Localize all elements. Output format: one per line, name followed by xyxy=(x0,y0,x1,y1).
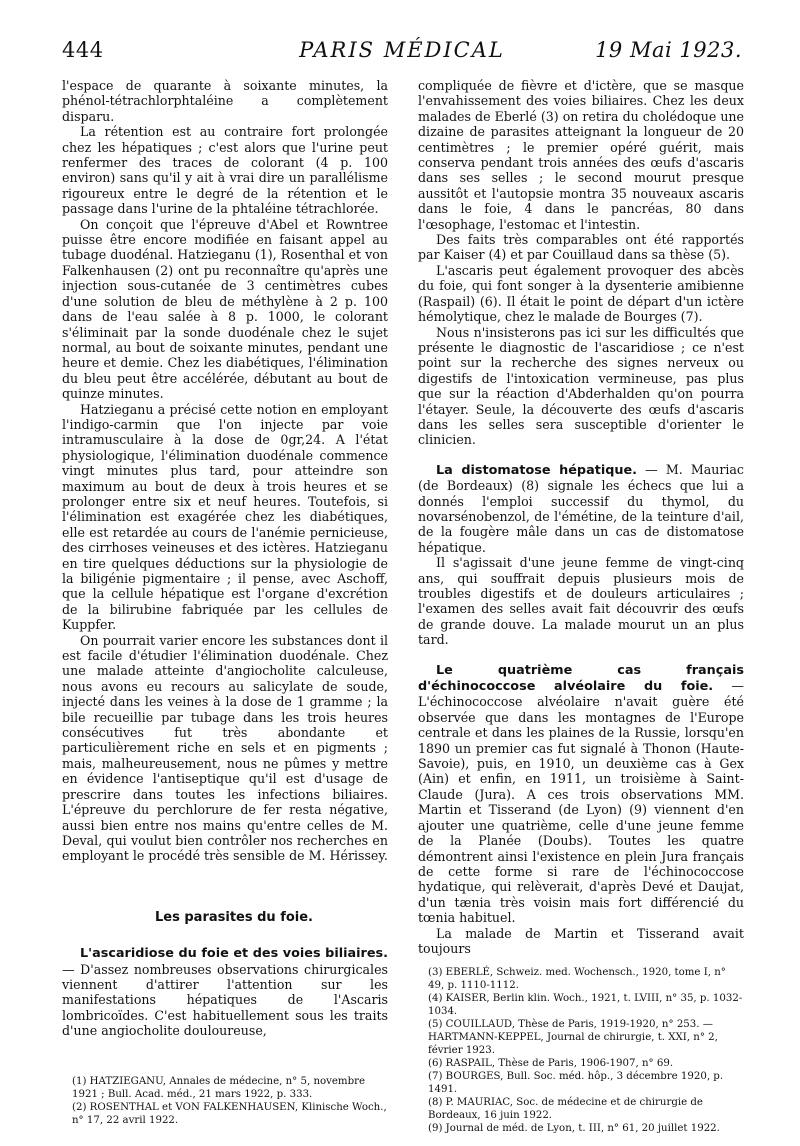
footnotes-left xyxy=(62,1075,388,1127)
footnote: (6) RASPAIL, Thèse de Paris, 1906-1907, n° 69. xyxy=(428,1058,674,1070)
paragraph: l'espace de quarante à soixante minutes, la phénol-tétrachlorphtaléine a complètement disparu. xyxy=(62,78,388,124)
paragraph: Il s'agissait d'une jeune femme de vingt-cinq ans, qui souffrait depuis plusieurs mois de troubles digestifs et de douleurs articulaires ; l'examen des selles avait fait découvrir des œufs de grande douve. La malade mourut un an plus tard. xyxy=(418,555,744,648)
footnotes-right xyxy=(418,966,744,1135)
subsection-heading: Le quatrième cas français d'échinococcose alvéolaire du foie. xyxy=(418,662,744,695)
right-column xyxy=(418,78,744,1135)
issue-date: 19 Mai 1923. xyxy=(595,38,742,62)
paragraph: — L'échinococcose alvéolaire n'avait guère été observée que dans les montagnes de l'Europe centrale et dans les plaines de la Russie, lorsqu'en 1890 un premier cas fut signalé à Thonon (Haute-Savoie), puis, en 1910, un deuxième cas à Gex (Ain) et enfin, en 1911, un troisième à Saint-Claude (Jura). A ces trois observations MM. Martin et Tisserand (de Lyon) (9) viennent d'en ajouter une quatrième, celle d'une jeune femme de la Planée (Doubs). Toutes les quatre démontrent ainsi l'existence en plein Jura français de cette forme si rare de l'échinococcose hydatique, qui relèverait, d'après Devé et Daujat, d'un tænia très voisin mais fort différencié du tœnia habituel. xyxy=(418,678,744,926)
paragraph: Nous n'insisterons pas ici sur les difficultés que présente le diagnostic de l'ascaridiose ; ce n'est point sur la recherche des signes nerveux ou digestifs de l'intoxication vermineuse, pas plus que sur la réaction d'Abderhalden qu'on pourra l'étayer. Seule, la découverte des œufs d'ascaris dans les selles sera susceptible d'orienter le clinicien. xyxy=(418,324,744,448)
page-number: 444 xyxy=(62,38,104,62)
subsection-heading: La distomatose hépatique. xyxy=(436,462,638,478)
paragraph: L'ascaris peut également provoquer des abcès du foie, qui font songer à la dysenterie amibienne (Raspail) (6). Il était le point de départ d'un ictère hémolytique, chez le malade de Bourges (7). xyxy=(418,262,744,325)
section-title: Les parasites du foie. xyxy=(155,909,313,925)
paragraph: — M. Mauriac (de Bordeaux) (8) signale les échecs que lui a donnés l'emploi successif du thymol, du novarsénobenzol, de l'émétine, de la teinture d'ail, de la fougère mâle dans un cas de distomatose hépatique. xyxy=(418,461,744,555)
left-column xyxy=(62,78,388,1127)
subsection-heading: L'ascaridiose du foie et des voies biliaires. xyxy=(80,946,388,962)
paragraph: — D'assez nombreuses observations chirurgicales viennent d'attirer l'attention sur les manifestations hépatiques de l'Ascaris lombricoïdes. C'est habituellement sous les traits d'une angiocholite douloureuse, xyxy=(62,961,388,1039)
footnote: (7) BOURGES, Bull. Soc. méd. hôp., 3 décembre 1920, p. 1491. xyxy=(428,1071,724,1096)
paragraph: On pourrait varier encore les substances dont il est facile d'étudier l'élimination duodénale. Chez une malade atteinte d'angiocholite calculeuse, nous avons eu recours au salicylate de soude, injecté dans les veines à la dose de 1 gramme ; la bile recueillie par tubage dans les trois heures consécutives fut très abondante et particulièrement riche en sels et en pigments ; mais, malheureusement, nous ne pûmes y mettre en évidence l'antiseptique qu'il est d'usage de prescrire dans toutes les infections biliaires. L'épreuve du perchlorure de fer resta négative, aussi bien entre nos mains qu'entre celles de M. Deval, qui voulut bien contrôler nos recherches en employant le procédé très sensible de M. Hérissey. xyxy=(62,632,388,864)
journal-title: PARIS MÉDICAL xyxy=(299,38,505,62)
footnote: (5) COUILLAUD, Thèse de Paris, 1919-1920, n° 253. — HARTMANN-KEPPEL, Journal de chirurgie, t. XXI, n° 2, février 1923. xyxy=(428,1019,718,1057)
footnote: (1) HATZIEGANU, Annales de médecine, n° 5, novembre 1921 ; Bull. Acad. méd., 21 mars 1922, p. 333. xyxy=(72,1075,365,1100)
paragraph: Hatzieganu a précisé cette notion en employant l'indigo-carmin que l'on injecte par voie intramusculaire à la dose de 0gr,24. A l'état physiologique, l'élimination duodénale commence vingt minutes plus tard, pour atteindre son maximum au bout de deux à trois heures et se prolonger entre six et neuf heures. Toutefois, si l'élimination est exagérée chez les diabétiques, elle est retardée au cours de l'anémie pernicieuse, des cirrhoses veineuses et des ictères. Hatzieganu en tire quelques déductions sur la physiologie de la biligénie pigmentaire ; il pense, avec Aschoff, que la cellule hépatique est l'organe d'excrétion de la bilirubine fabriquée par les cellules de Kuppfer. xyxy=(62,401,388,633)
footnote: (8) P. MAURIAC, Soc. de médecine et de chirurgie de Bordeaux, 16 juin 1922. xyxy=(428,1097,703,1122)
paragraph: compliquée de fièvre et d'ictère, que se masque l'envahissement des voies biliaires. Chez les deux malades de Eberlé (3) on retira du cholédoque une dizaine de parasites atteignant la longueur de 20 centimètres ; le premier opéré guérit, mais conserva pendant trois années des œufs d'ascaris dans ses selles ; le second mourut presque aussitôt et l'autopsie montra 35 nouveaux ascaris dans le foie, 4 dans le pancréas, 80 dans l'œsophage, l'estomac et l'intestin. xyxy=(418,78,744,232)
page xyxy=(62,28,742,1138)
paragraph: La malade de Martin et Tisserand avait toujours xyxy=(418,925,744,956)
footnote: (2) ROSENTHAL et VON FALKENHAUSEN, Klinische Woch., n° 17, 22 avril 1922. xyxy=(72,1101,387,1126)
running-header xyxy=(62,28,742,62)
paragraph: Des faits très comparables ont été rapportés par Kaiser (4) et par Couillaud dans sa thèse (5). xyxy=(418,232,744,263)
paragraph: La rétention est au contraire fort prolongée chez les hépatiques ; c'est alors que l'urine peut renfermer des traces de colorant (4 p. 100 environ) sans qu'il y ait à vrai dire un parallélisme rigoureux entre le degré de la rétention et le passage dans l'urine de la phtaléine tétrachlorée. xyxy=(62,124,388,217)
footnote: (9) Journal de méd. de Lyon, t. III, n° 61, 20 juillet 1922. xyxy=(428,1123,720,1135)
paragraph: On conçoit que l'épreuve d'Abel et Rowntree puisse être encore modifiée en faisant appel au tubage duodénal. Hatzieganu (1), Rosenthal et von Falkenhausen (2) ont pu reconnaître qu'après une injection sous-cutanée de 3 centimètres cubes d'une solution de bleu de méthylène à 2 p. 100 dans de l'eau salée à 8 p. 1000, le colorant s'éliminait par la sonde duodénale chez le sujet normal, au bout de soixante minutes, pendant une heure et demie. Chez les diabétiques, l'élimination du bleu peut être accélérée, débutant au bout de quinze minutes. xyxy=(62,216,388,402)
footnote: (3) EBERLÉ, Schweiz. med. Wochensch., 1920, tome I, n° 49, p. 1110-1112. xyxy=(428,967,726,992)
footnote: (4) KAISER, Berlin klin. Woch., 1921, t. LVIII, n° 35, p. 1032-1034. xyxy=(428,993,743,1018)
